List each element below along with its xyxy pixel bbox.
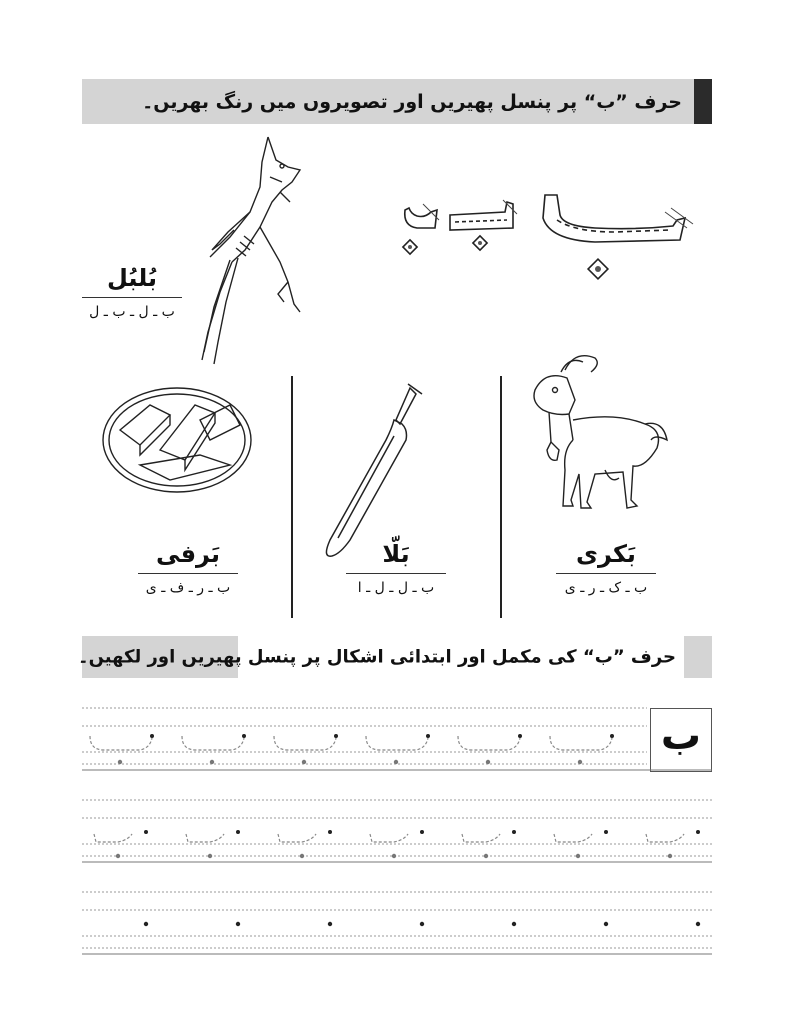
banner-tab: [694, 79, 712, 124]
traceable-initial-be: [186, 834, 224, 842]
letter-dot: [300, 854, 304, 858]
traceable-be-letter: [458, 736, 520, 750]
divider-right: [500, 376, 502, 618]
start-dot: [518, 734, 522, 738]
letter-dot: [484, 854, 488, 858]
traceable-be-letter: [550, 736, 612, 750]
word-underline: [346, 573, 446, 574]
start-dot: [242, 734, 246, 738]
word-barfi: [138, 538, 238, 599]
tracing-row-3[interactable]: [82, 888, 712, 958]
letter-dot: [210, 760, 214, 764]
tracing-row-1[interactable]: [82, 704, 712, 774]
traceable-be-letter: [366, 736, 428, 750]
goat-illustration: [525, 350, 670, 520]
start-dot: [696, 922, 700, 926]
start-dot: [610, 734, 614, 738]
word-bulbul-text: بُلبُل: [106, 264, 158, 292]
instruction-text-1: حرف ”ب“ پر پنسل پھیریں اور تصویروں میں رنگ بھریں۔: [142, 90, 682, 113]
start-dot: [512, 830, 516, 834]
traceable-be-letter: [182, 736, 244, 750]
bulbul-bird-illustration: [190, 132, 330, 372]
start-dot: [604, 830, 608, 834]
start-dot: [236, 830, 240, 834]
banner-fill-right: [684, 636, 712, 678]
model-letter: ب: [660, 713, 702, 759]
traceable-initial-be: [94, 834, 132, 842]
start-dot: [604, 922, 608, 926]
word-barfi-spelling: ب ـ ر ـ ف ـ ی: [145, 580, 231, 596]
letter-be-tracing-shapes: [395, 190, 695, 290]
word-bakri-text: بَکری: [576, 540, 636, 568]
word-underline: [82, 297, 182, 298]
start-dot: [328, 922, 332, 926]
traceable-initial-be: [278, 834, 316, 842]
word-balla: [346, 538, 446, 599]
start-dot: [328, 830, 332, 834]
letter-dot: [394, 760, 398, 764]
word-bakri-spelling: ب ـ ک ـ ر ـ ی: [564, 580, 648, 596]
instruction-banner-1: [82, 79, 712, 124]
letter-dot: [578, 760, 582, 764]
start-dot: [334, 734, 338, 738]
traceable-be-letter: [90, 736, 152, 750]
traceable-initial-be: [462, 834, 500, 842]
letter-dot: [668, 854, 672, 858]
barfi-sweets-illustration: [100, 385, 255, 495]
word-underline: [556, 573, 656, 574]
start-dot: [144, 922, 148, 926]
letter-dot: [576, 854, 580, 858]
start-dot: [150, 734, 154, 738]
traceable-initial-be: [370, 834, 408, 842]
start-dot: [420, 830, 424, 834]
word-bakri: [556, 538, 656, 599]
start-dot: [696, 830, 700, 834]
word-bulbul-spelling: ب ـ ل ـ ب ـ ل: [89, 304, 175, 320]
start-dot: [236, 922, 240, 926]
letter-dot: [302, 760, 306, 764]
tracing-row-2[interactable]: [82, 796, 712, 866]
letter-dot: [486, 760, 490, 764]
letter-dot: [208, 854, 212, 858]
cricket-bat-illustration: [310, 380, 430, 560]
traceable-be-letter: [274, 736, 336, 750]
traceable-initial-be: [554, 834, 592, 842]
start-dot: [144, 830, 148, 834]
letter-dot: [118, 760, 122, 764]
word-balla-spelling: ب ـ ل ـ ل ـ ا: [357, 580, 435, 596]
start-dot: [512, 922, 516, 926]
letter-dot: [392, 854, 396, 858]
traceable-initial-be: [646, 834, 684, 842]
word-underline: [138, 573, 238, 574]
divider-left: [291, 376, 293, 618]
letter-dot: [116, 854, 120, 858]
word-bulbul: [82, 262, 182, 323]
instruction-text-2: حرف ”ب“ کی مکمل اور ابتدائی اشکال پر پنسل پھیریں اور لکھیں۔: [78, 646, 676, 668]
instruction-banner-2: [78, 636, 712, 678]
word-barfi-text: بَرفی: [156, 540, 220, 568]
word-balla-text: بَلّا: [382, 540, 410, 568]
start-dot: [420, 922, 424, 926]
start-dot: [426, 734, 430, 738]
